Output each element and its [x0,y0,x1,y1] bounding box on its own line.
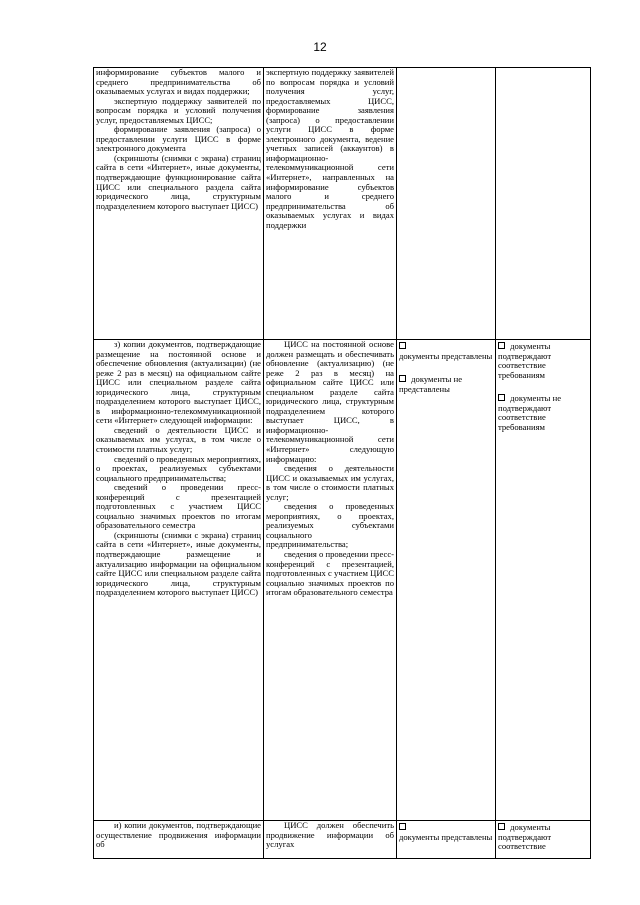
compliance-cell [496,68,591,340]
checkbox[interactable] [399,823,406,830]
option-submitted [399,340,493,361]
paragraph: (скриншоты (снимки с экрана) страниц сайта в сети «Интернет», иные документы, подтверждающие функционирование сайта ЦИСС или специального раздела сайта юридического лица, структурным подразделением которого выступает ЦИСС) [96,152,261,211]
paragraph: формирование заявления (запроса) о предоставлении услуги ЦИСС в форме электронного документа [96,124,261,154]
paragraph: сведения о проведении пресс-конференций с презентацией, подготовленных с участием ЦИСС социально значимых проектов по итогам образовательного семестра [266,549,394,598]
requirement-cell [264,821,397,859]
option-compliant [498,340,588,380]
option-noncompliant [498,392,588,432]
criterion-cell [94,821,264,859]
criterion-cell [94,340,264,821]
requirement-cell [264,68,397,340]
option-label: документы подтверждают соответствие требованиям [498,341,552,380]
paragraph: сведений о проведении пресс-конференций с презентацией подготовленных с участием ЦИСС социально значимых проектов по итогам образовательного семестра [96,482,261,531]
paragraph: экспертную поддержку заявителей по вопросам порядка и условий получения услуг, предоставляемых ЦИСС; [96,95,261,125]
paragraph: информирование субъектов малого и среднего предпринимательства об оказываемых услугах и видах поддержки; [96,67,261,97]
paragraph: сведений о проведенных мероприятиях, о проектах, реализуемых субъектами социального предпринимательства; [96,453,261,483]
checkbox[interactable] [498,342,505,349]
page-number: 12 [313,40,327,54]
option-label: документы подтверждают соответствие [498,822,552,852]
criterion-cell [94,68,264,340]
checkbox[interactable] [498,394,505,401]
paragraph: сведений о деятельности ЦИСС и оказываемых им услугах, в том числе о стоимости платных услуг; [96,424,261,455]
option-compliant [498,821,588,852]
paragraph: и) копии документов, подтверждающие осуществление продвижения информации об [96,820,261,850]
checkbox[interactable] [399,342,406,349]
checkbox[interactable] [498,823,505,830]
compliance-cell [496,821,591,859]
submission-cell [397,68,496,340]
submission-cell [397,340,496,821]
table-row [94,68,591,340]
table-row [94,340,591,821]
checkbox[interactable] [399,375,406,382]
paragraph: з) копии документов, подтверждающие размещение на постоянной основе и обеспечение обновления (актуализации) (не реже 2 раз в месяц) на официальном сайте ЦИСС или специальном разделе сайта юридического лица, структурным подразделением которого выступает ЦИСС, в информационно-телекоммуникационной сети «Интернет» следующей информации: [96,339,261,426]
option-submitted [399,821,493,842]
paragraph: (скриншоты (снимки с экрана) страниц сайта в сети «Интернет», иные документы, подтверждающие размещение и актуализацию информации на официальном сайте ЦИСС или специальном разделе сайта юридического лица, структурным подразделением которого выступает ЦИСС) [96,529,261,598]
option-label: документы не представлены [399,374,463,394]
table-row [94,821,591,859]
option-not-submitted [399,373,493,394]
paragraph: сведения о проведенных мероприятиях, о проектах, реализуемых субъектами социального предпринимательства; [266,501,394,550]
option-label: документы представлены [399,831,493,842]
option-label: документы представлены [399,350,493,361]
submission-cell [397,821,496,859]
compliance-cell [496,340,591,821]
requirement-cell [264,340,397,821]
criteria-table [93,67,591,859]
paragraph: ЦИСС должен обеспечить продвижение информации об услугах [266,820,394,850]
paragraph: ЦИСС на постоянной основе должен размещать и обеспечивать обновление (актуализацию) (не реже 2 раз в месяц) на официальном сайте ЦИСС или специальном разделе сайта юридического лица, структурным подразделением которого выступает ЦИСС, в информационно-телекоммуникационной сети «Интернет» следующую информацию: [266,339,394,464]
option-label: документы не подтверждают соответствие требованиям [498,393,562,432]
paragraph: сведения о деятельности ЦИСС и оказываемых им услугах, в том числе о стоимости платных услуг; [266,463,394,502]
paragraph: экспертную поддержку заявителей по вопросам порядка и условий получения услуг, предоставляемых ЦИСС, формирование заявления (запроса) о предоставлении услуги ЦИСС в форме электронного документа, ведение учетных записей (аккаунтов) в информационно-телекоммуникационной сети «Интернет», направленных на информирование субъектов малого и среднего предпринимательства об оказываемых услугах и видах поддержки [266,67,394,230]
